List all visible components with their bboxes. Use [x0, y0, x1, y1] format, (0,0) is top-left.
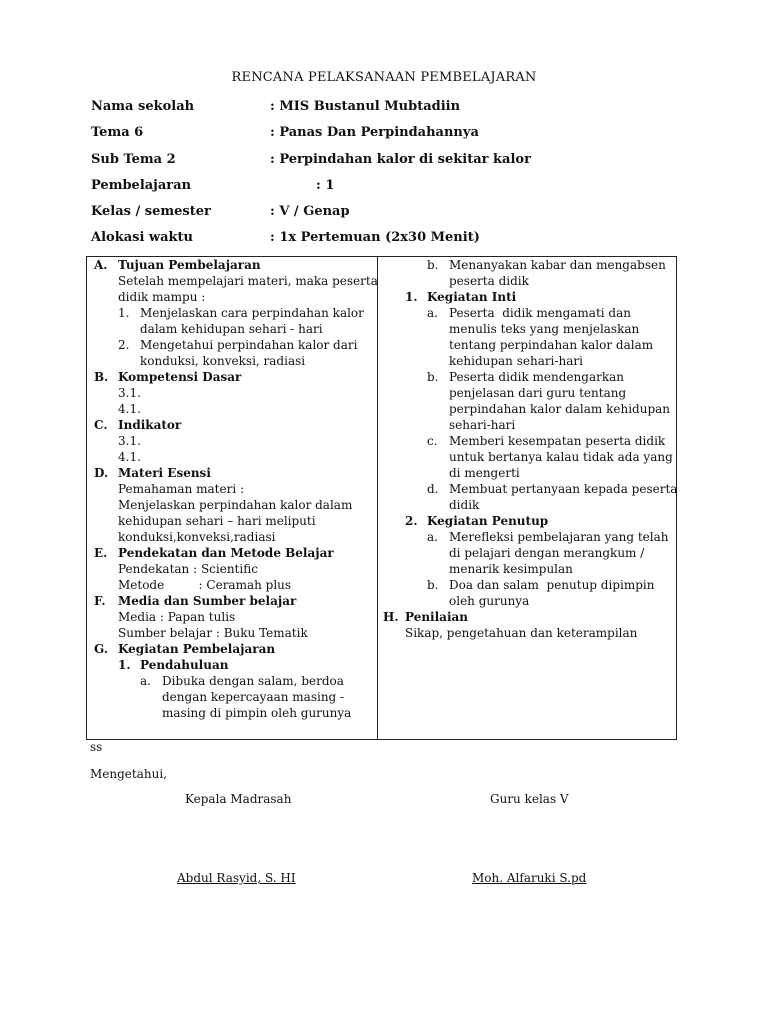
inti-item-c: di mengerti [449, 466, 520, 480]
inti-item-a: tentang perpindahan kalor dalam [449, 338, 654, 352]
header-label-school: Nama sekolah [91, 99, 195, 114]
section-a-item-2: 2. Mengetahui perpindahan kalor dari [118, 338, 358, 352]
section-a-text: didik mampu : [118, 290, 206, 304]
kepala-madrasah-name: Abdul Rasyid, S. HI [177, 871, 296, 885]
section-g1-heading: 1. Pendahuluan [118, 658, 229, 672]
header-label-alokasi: Alokasi waktu [91, 230, 193, 245]
penutup-item-a: menarik kesimpulan [449, 562, 573, 576]
section-g1a-item: dengan kepercayaan masing - [162, 690, 345, 704]
inti-item-b: b. Peserta didik mendengarkan [427, 370, 624, 384]
header-value-alokasi: : 1x Pertemuan (2x30 Menit) [270, 230, 480, 245]
section-g-heading: G. Kegiatan Pembelajaran [94, 642, 276, 656]
section-g1b-item: peserta didik [449, 274, 529, 288]
section-h-text: Sikap, pengetahuan dan keterampilan [405, 626, 638, 640]
section-e-text: Pendekatan : Scientific [118, 562, 258, 576]
section-g1a-item: a. Dibuka dengan salam, berdoa [140, 674, 344, 688]
kepala-madrasah-role: Kepala Madrasah [185, 792, 292, 806]
section-b-heading: B. Kompetensi Dasar [94, 370, 242, 384]
section-d-text: konduksi,konveksi,radiasi [118, 530, 276, 544]
penutup-item-b: b. Doa dan salam penutup dipimpin [427, 578, 655, 592]
section-c-item: 4.1. [118, 450, 141, 464]
section-d-text: Pemahaman materi : [118, 482, 245, 496]
left-column [92, 257, 378, 721]
section-e-text: Metode : Ceramah plus [118, 578, 292, 592]
section-a-text: Setelah mempelajari materi, maka peserta [118, 274, 378, 288]
header-value-kelas: : V / Genap [270, 204, 350, 219]
section-a-item-1: 1. Menjelaskan cara perpindahan kalor [118, 306, 364, 320]
section-b-item: 3.1. [118, 386, 141, 400]
header-label-subtema: Sub Tema 2 [91, 152, 176, 167]
column-divider [377, 257, 378, 739]
kegiatan-inti-heading: 1. Kegiatan Inti [405, 290, 517, 304]
section-a-item-1: dalam kehidupan sehari - hari [140, 322, 323, 336]
inti-item-b: penjelasan dari guru tentang [449, 386, 627, 400]
kegiatan-penutup-heading: 2. Kegiatan Penutup [405, 514, 549, 528]
section-e-heading: E. Pendekatan dan Metode Belajar [94, 546, 334, 560]
inti-item-a: kehidupan sehari-hari [449, 354, 583, 368]
inti-item-b: perpindahan kalor dalam kehidupan [449, 402, 671, 416]
penutup-item-a: di pelajari dengan merangkum / [449, 546, 645, 560]
guru-kelas-name: Moh. Alfaruki S.pd [472, 871, 587, 885]
section-c-item: 3.1. [118, 434, 141, 448]
header-value-tema: : Panas Dan Perpindahannya [270, 125, 479, 140]
header-label-pembelajaran: Pembelajaran [91, 178, 192, 193]
section-g1a-item: masing di pimpin oleh gurunya [162, 706, 352, 720]
header-label-kelas: Kelas / semester [91, 204, 211, 219]
header-value-school: : MIS Bustanul Mubtadiin [270, 99, 461, 114]
section-f-heading: F. Media dan Sumber belajar [94, 594, 297, 608]
document-title: RENCANA PELAKSANAAN PEMBELAJARAN [231, 70, 537, 85]
header-value-pembelajaran: : 1 [316, 178, 335, 193]
penutup-item-a: a. Merefleksi pembelajaran yang telah [427, 530, 669, 544]
section-d-heading: D. Materi Esensi [94, 466, 211, 480]
section-d-text: kehidupan sehari – hari meliputi [118, 514, 316, 528]
section-d-text: Menjelaskan perpindahan kalor dalam [118, 498, 353, 512]
right-column [383, 257, 678, 641]
stray-text: ss [90, 740, 103, 754]
inti-item-a: a. Peserta didik mengamati dan [427, 306, 631, 320]
inti-item-d: d. Membuat pertanyaan kepada peserta [427, 482, 678, 496]
inti-item-d: didik [449, 498, 480, 512]
section-a-heading: A. Tujuan Pembelajaran [94, 258, 261, 272]
inti-item-b: sehari-hari [449, 418, 516, 432]
section-b-item: 4.1. [118, 402, 141, 416]
section-f-text: Media : Papan tulis [118, 610, 236, 624]
lesson-plan-table [86, 256, 677, 740]
section-c-heading: C. Indikator [94, 418, 182, 432]
mengetahui-label: Mengetahui, [90, 767, 167, 781]
header-value-subtema: : Perpindahan kalor di sekitar kalor [270, 152, 531, 167]
section-h-heading: H. Penilaian [383, 610, 469, 624]
inti-item-a: menulis teks yang menjelaskan [449, 322, 640, 336]
section-a-item-2: konduksi, konveksi, radiasi [140, 354, 306, 368]
guru-kelas-role: Guru kelas V [490, 792, 569, 806]
inti-item-c: untuk bertanya kalau tidak ada yang [449, 450, 673, 464]
header-label-tema: Tema 6 [91, 125, 144, 140]
section-g1b-item: b. Menanyakan kabar dan mengabsen [427, 258, 666, 272]
inti-item-c: c. Memberi kesempatan peserta didik [427, 434, 666, 448]
penutup-item-b: oleh gurunya [449, 594, 530, 608]
section-f-text: Sumber belajar : Buku Tematik [118, 626, 308, 640]
